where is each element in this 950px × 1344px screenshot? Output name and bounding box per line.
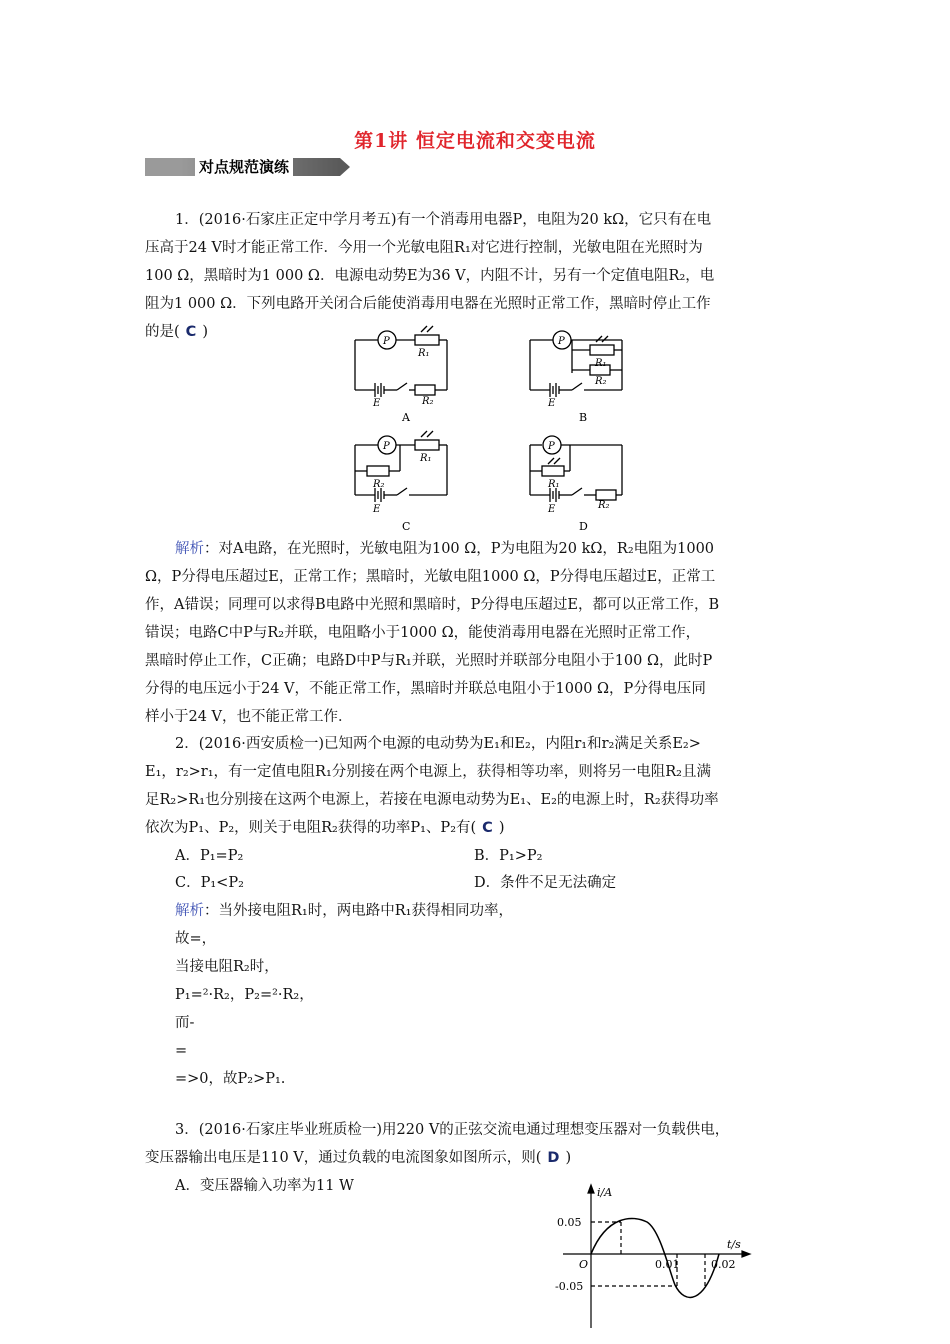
a2-line2: 故=， — [175, 931, 217, 947]
a1-line2: Ω，P分得电压超过E，正常工作；黑暗时，光敏电阻1000 Ω，P分得电压超过E，正常工 — [145, 569, 716, 585]
origin-label: O — [579, 1258, 589, 1271]
label-e-a: E — [373, 398, 381, 409]
q3-line2-pre: 变压器输出电压是110 V，通过负载的电流图象如图所示，则( — [145, 1150, 542, 1166]
y-axis-arrow — [588, 1185, 594, 1193]
label-r1-d: R₁ — [548, 479, 560, 490]
circuit-c — [355, 431, 447, 502]
a1-line7: 样小于24 V，也不能正常工作． — [145, 709, 353, 725]
label-p-a: P — [383, 336, 390, 347]
q2-line2: E₁，r₂>r₁，有一定值电阻R₁分别接在两个电源上，获得相等功率，则将另一电阻R₂且满 — [145, 764, 711, 780]
label-r1-a: R₁ — [418, 348, 430, 359]
a1-line5: 黑暗时停止工作，C正确；电路D中P与R₁并联，光照时并联部分电阻小于100 Ω，此时P — [145, 653, 713, 669]
a1-line1 — [175, 536, 714, 564]
label-e-c: E — [373, 504, 381, 515]
section-header — [145, 158, 340, 176]
circuit-label-d: D — [579, 520, 588, 533]
circuit-label-c: C — [402, 520, 411, 533]
q3-line2-post: ) — [565, 1150, 572, 1166]
circuit-label-a: A — [402, 411, 410, 424]
q1-line3: 100 Ω，黑暗时为1 000 Ω．电源电动势E为36 V，内阻不计，另有一个定值电阻R₂，电 — [145, 268, 715, 284]
a2-line1 — [175, 898, 513, 926]
q1-answer: C — [185, 324, 197, 340]
circuit-a — [355, 326, 447, 397]
circuit-b — [530, 331, 622, 397]
a1-line4: 错误；电路C中P与R₂并联，电阻略小于1000 Ω，能使消毒用电器在光照时正常工作， — [145, 625, 701, 641]
label-r1-c: R₁ — [420, 453, 432, 464]
label-e-d: E — [548, 504, 556, 515]
label-p-c: P — [383, 441, 390, 452]
a1-line3: 作，A错误；同理可以求得B电路中光照和黑暗时，P分得电压超过E，都可以正常工作，B — [145, 597, 720, 613]
q2-line1: 2．(2016·西安质检一)已知两个电源的电动势为E₁和E₂，内阻r₁和r₂满足关系E₂> — [175, 736, 701, 752]
q1-line5-pre: 的是( — [145, 324, 180, 340]
a2-line6: = — [175, 1043, 188, 1059]
q2-option-c: C．P₁<P₂ — [175, 875, 244, 891]
q1-line1: 1．(2016·石家庄正定中学月考五)有一个消毒用电器P，电阻为20 kΩ，它只有在电 — [175, 212, 712, 228]
circuit-diagrams — [340, 325, 650, 535]
y-neg-label: -0.05 — [555, 1280, 584, 1293]
label-r2-d: R₂ — [598, 500, 610, 511]
circuit-label-b: B — [579, 411, 588, 424]
q2-line4-pre: 依次为P₁、P₂，则关于电阻R₂获得的功率P₁、P₂有( — [145, 820, 477, 836]
current-graph — [555, 1180, 755, 1330]
x2-label: 0.02 — [711, 1258, 736, 1271]
q1-line2: 压高于24 V时才能正常工作．今用一个光敏电阻R₁对它进行控制，光敏电阻在光照时为 — [145, 240, 703, 256]
q2-line4 — [145, 815, 505, 843]
q2-option-b: B．P₁>P₂ — [474, 848, 543, 864]
label-r1-b: R₁ — [595, 358, 607, 369]
a1-line6: 分得的电压远小于24 V，不能正常工作，黑暗时并联总电阻小于1000 Ω，P分得电压同 — [145, 681, 706, 697]
q2-option-d: D．条件不足无法确定 — [474, 875, 617, 891]
a2-label: 解析 — [175, 903, 204, 919]
q3-option-a: A．变压器输入功率为11 W — [175, 1178, 354, 1194]
a2-line3: 当接电阻R₂时， — [175, 959, 279, 975]
label-r2-a: R₂ — [422, 396, 434, 407]
y-label: i/A — [597, 1186, 613, 1199]
a1-line1-text: ：对A电路，在光照时，光敏电阻为100 Ω，P为电阻为20 kΩ，R₂电阻为1000 — [204, 541, 715, 557]
a2-line5: 而- — [175, 1015, 195, 1031]
q2-line4-post: ) — [498, 820, 505, 836]
label-r2-c: R₂ — [373, 479, 385, 490]
q1-line5 — [145, 319, 208, 347]
a2-line4: P₁=²·R₂，P₂=²·R₂， — [175, 987, 314, 1003]
a2-line1-text: ：当外接电阻R₁时，两电路中R₁获得相同功率， — [204, 903, 513, 919]
a2-line7: =>0，故P₂>P₁. — [175, 1071, 286, 1087]
q1-line4: 阻为1 000 Ω．下列电路开关闭合后能使消毒用电器在光照时正常工作，黑暗时停止工作 — [145, 296, 711, 312]
x-label: t/s — [727, 1238, 741, 1251]
q2-option-a: A．P₁=P₂ — [175, 848, 244, 864]
x1-label: 0.01 — [655, 1258, 680, 1271]
label-r2-b: R₂ — [595, 376, 607, 387]
page-title: 第1讲 恒定电流和交变电流 — [354, 130, 596, 152]
q3-line2 — [145, 1145, 571, 1173]
label-p-b: P — [558, 336, 565, 347]
section-title: 对点规范演练 — [195, 158, 293, 176]
q3-answer: D — [547, 1150, 560, 1166]
q3-line1: 3．(2016·石家庄毕业班质检一)用220 V的正弦交流电通过理想变压器对一负载供电， — [175, 1122, 730, 1138]
label-p-d: P — [548, 441, 555, 452]
label-e-b: E — [548, 398, 556, 409]
q1-line5-post: ) — [202, 324, 208, 340]
q2-answer: C — [482, 820, 493, 836]
q2-line3: 足R₂>R₁也分别接在这两个电源上，若接在电源电动势为E₁、E₂的电源上时，R₂获得功率 — [145, 792, 719, 808]
a1-label: 解析 — [175, 541, 204, 557]
circuit-d — [530, 436, 622, 502]
y-pos-label: 0.05 — [557, 1216, 582, 1229]
x-axis-arrow — [742, 1251, 750, 1257]
